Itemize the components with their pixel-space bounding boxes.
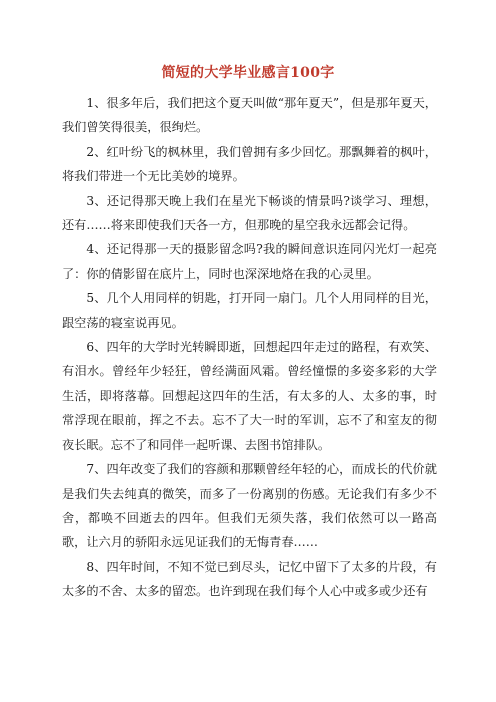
- paragraph-4: 4、还记得那一天的摄影留念吗?我的瞬间意识连同闪光灯一起亮了：你的倩影留在底片上，同时也深深地烙在我的心灵里。: [62, 242, 437, 281]
- paragraph-7: 7、四年改变了我们的容颜和那颗曾经年轻的心，而成长的代价就是我们失去纯真的微笑，而多了一份离别的伤感。无论我们有多少不舍，都唤不回逝去的四年。但我们无须失落，我们依然可以一路高歌，让六月的骄阳永远见证我们的无悔青春……: [62, 462, 437, 550]
- paragraph-8: 8、四年时间，不知不觉已到尽头，记忆中留下了太多的片段，有太多的不舍、太多的留恋。也许到现在我们每个人心中或多或少还有: [62, 559, 437, 599]
- document-body: [62, 91, 437, 604]
- paragraph-6: 6、四年的大学时光转瞬即逝，回想起四年走过的路程，有欢笑、有泪水。曾经年少轻狂，曾经满面风霜。曾经憧憬的多姿多彩的大学生活，即将落幕。回想起这四年的生活，有太多的人、太多的事，时常浮现在眼前，挥之不去。忘不了大一时的军训，忘不了和室友的彻夜长眠。忘不了和同伴一起听课、去图书馆排队。: [62, 340, 437, 452]
- paragraph-1: 1、很多年后，我们把这个夏天叫做“那年夏天”，但是那年夏天，我们曾笑得很美，很绚烂。: [62, 96, 437, 135]
- paragraph-2: 2、红叶纷飞的枫林里，我们曾拥有多少回忆。那飘舞着的枫叶，将我们带进一个无比美妙的境界。: [62, 144, 437, 184]
- document-title: 简短的大学毕业感言100字: [161, 65, 335, 81]
- paragraph-5: 5、几个人用同样的钥匙，打开同一扇门。几个人用同样的目光，跟空荡的寝室说再见。: [62, 291, 437, 330]
- paragraph-3: 3、还记得那天晚上我们在星光下畅谈的情景吗?谈学习、理想，还有……将来即使我们天各一方，但那晚的星空我永远都会记得。: [62, 193, 437, 233]
